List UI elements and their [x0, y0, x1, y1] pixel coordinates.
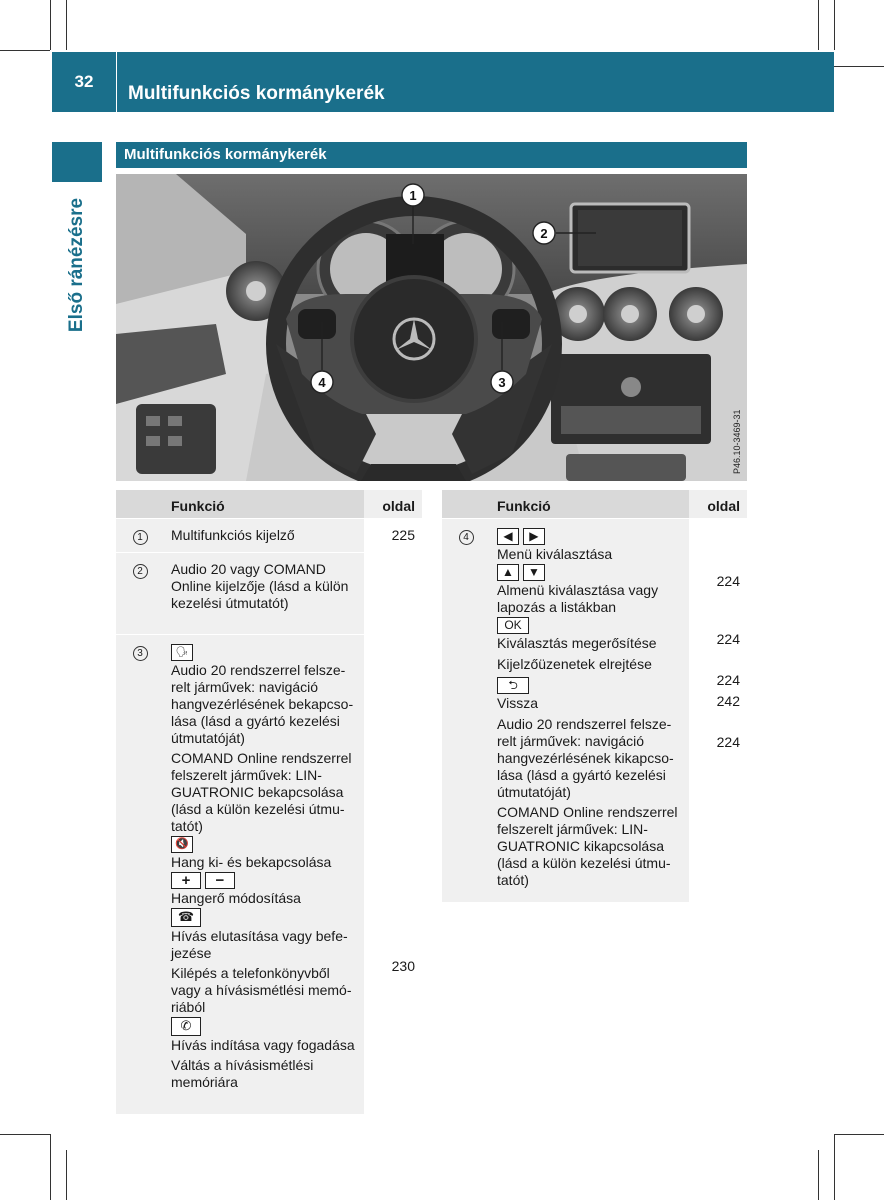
function-text: hangvezérlésének kikapcso- [497, 749, 674, 766]
function-text: kezelési útmutatót) [171, 594, 289, 611]
function-text: (lásd a külön kezelési útmu- [497, 854, 671, 871]
function-text: relt járművek: navigáció [171, 678, 319, 695]
function-text: GUATRONIC kikapcsolása [497, 837, 665, 854]
function-text: Kiválasztás megerősítése [497, 634, 657, 651]
function-text: útmutatóját) [497, 783, 571, 800]
function-text: lapozás a listákban [497, 598, 617, 615]
function-text: Audio 20 rendszerrel felsze- [497, 715, 672, 732]
side-tab-marker [52, 142, 102, 182]
function-text: lása (lásd a gyártó kezelési [497, 766, 666, 783]
function-text: Váltás a hívásismétlési [171, 1056, 314, 1073]
down-arrow-key-icon: ▼ [523, 564, 545, 581]
page-ref: 224 [716, 630, 740, 647]
left-arrow-key-icon: ◀ [497, 528, 519, 545]
function-text: (lásd a külön kezelési útmu- [171, 800, 345, 817]
callout-1: 1 [409, 188, 417, 203]
function-text: Online kijelzője (lásd a külön [171, 577, 349, 594]
page-ref: 224 [716, 671, 740, 688]
up-arrow-key-icon: ▲ [497, 564, 519, 581]
function-text: Hang ki- és bekapcsolása [171, 853, 332, 870]
table-row [442, 518, 747, 902]
function-text: COMAND Online rendszerrel [171, 749, 352, 766]
crop-mark [818, 1150, 819, 1200]
page-number: 32 [74, 72, 94, 91]
function-text: tatót) [171, 817, 203, 834]
function-text: Almenü kiválasztása vagy [497, 581, 659, 598]
crop-mark [834, 1134, 884, 1135]
crop-mark [818, 0, 819, 50]
page-ref: 224 [716, 572, 740, 589]
function-text: Kilépés a telefonkönyvből [171, 964, 330, 981]
image-ref-code: P46.10-3469-31 [732, 409, 742, 474]
crop-mark [50, 1134, 51, 1200]
left-function-table [116, 490, 422, 1114]
table-header-page: oldal [364, 490, 422, 518]
crop-mark [66, 0, 67, 50]
function-text: Hívás elutasítása vagy befe- [171, 927, 348, 944]
table-row [116, 518, 422, 552]
phone-reject-key-icon: ☎ [171, 908, 201, 927]
table-header-num [442, 490, 490, 518]
function-text: Menü kiválasztása [497, 545, 613, 562]
steering-wheel-photo [116, 174, 747, 481]
back-key-icon: ⮌ [497, 677, 529, 694]
function-text: vagy a hívásismétlési memó- [171, 981, 352, 998]
function-text: felszerelt járművek: LIN- [171, 766, 322, 783]
callout-4: 4 [318, 375, 326, 390]
volume-down-key-icon: − [205, 872, 235, 889]
volume-up-key-icon: + [171, 872, 201, 889]
function-text: COMAND Online rendszerrel [497, 803, 678, 820]
section-title: Multifunkciós kormánykerék [116, 142, 747, 168]
crop-mark [66, 1150, 67, 1200]
page-ref: 225 [364, 518, 422, 552]
function-text: jezése [171, 944, 212, 961]
header-divider [116, 52, 117, 112]
mute-key-icon: 🔇 [171, 836, 193, 853]
page-header [52, 52, 834, 112]
crop-mark [0, 1134, 50, 1135]
function-text: Audio 20 vagy COMAND [171, 560, 326, 577]
voice-control-key-icon: 🗣 [171, 644, 193, 661]
crop-mark [50, 0, 51, 50]
function-text: útmutatóját) [171, 729, 245, 746]
function-text: Hívás indítása vagy fogadása [171, 1036, 355, 1053]
function-text: Kijelzőüzenetek elrejtése [497, 655, 652, 672]
crop-mark [834, 66, 884, 67]
page-title: Multifunkciós kormánykerék [128, 83, 385, 104]
crop-mark [834, 0, 835, 50]
row-number: 1 [133, 530, 148, 545]
callout-3: 3 [498, 375, 506, 390]
callout-2: 2 [540, 226, 548, 241]
function-text: Vissza [497, 694, 538, 711]
row-number: 3 [133, 646, 148, 661]
function-text: tatót) [497, 871, 529, 888]
table-row [116, 634, 422, 1114]
function-text: lása (lásd a gyártó kezelési [171, 712, 340, 729]
page-ref: 242 [716, 692, 740, 709]
right-arrow-key-icon: ▶ [523, 528, 545, 545]
table-header-function: Funkció [164, 490, 364, 518]
table-header-function: Funkció [490, 490, 689, 518]
right-function-table [442, 490, 747, 902]
function-text: relt járművek: navigáció [497, 732, 645, 749]
crop-mark [834, 1134, 835, 1200]
side-tab-label: Első ránézésre [66, 197, 87, 333]
row-number: 2 [133, 564, 148, 579]
page-ref [364, 552, 422, 634]
table-header-page: oldal [689, 490, 747, 518]
function-text: GUATRONIC bekapcsolása [171, 783, 344, 800]
function-text: hangvezérlésének bekapcso- [171, 695, 354, 712]
function-text: memóriára [171, 1073, 238, 1090]
crop-mark [0, 50, 50, 51]
function-text: Multifunkciós kijelző [171, 526, 295, 543]
page-ref: 224 [716, 733, 740, 750]
function-text: Hangerő módosítása [171, 889, 301, 906]
row-number: 4 [459, 530, 474, 545]
table-row [116, 552, 422, 634]
page-ref: 230 [364, 634, 422, 1114]
ok-key: OK [497, 617, 529, 634]
function-text: Audio 20 rendszerrel felsze- [171, 661, 346, 678]
table-header-num [116, 490, 164, 518]
function-text: felszerelt járművek: LIN- [497, 820, 648, 837]
phone-accept-key-icon: ✆ [171, 1017, 201, 1036]
function-text: riából [171, 998, 206, 1015]
